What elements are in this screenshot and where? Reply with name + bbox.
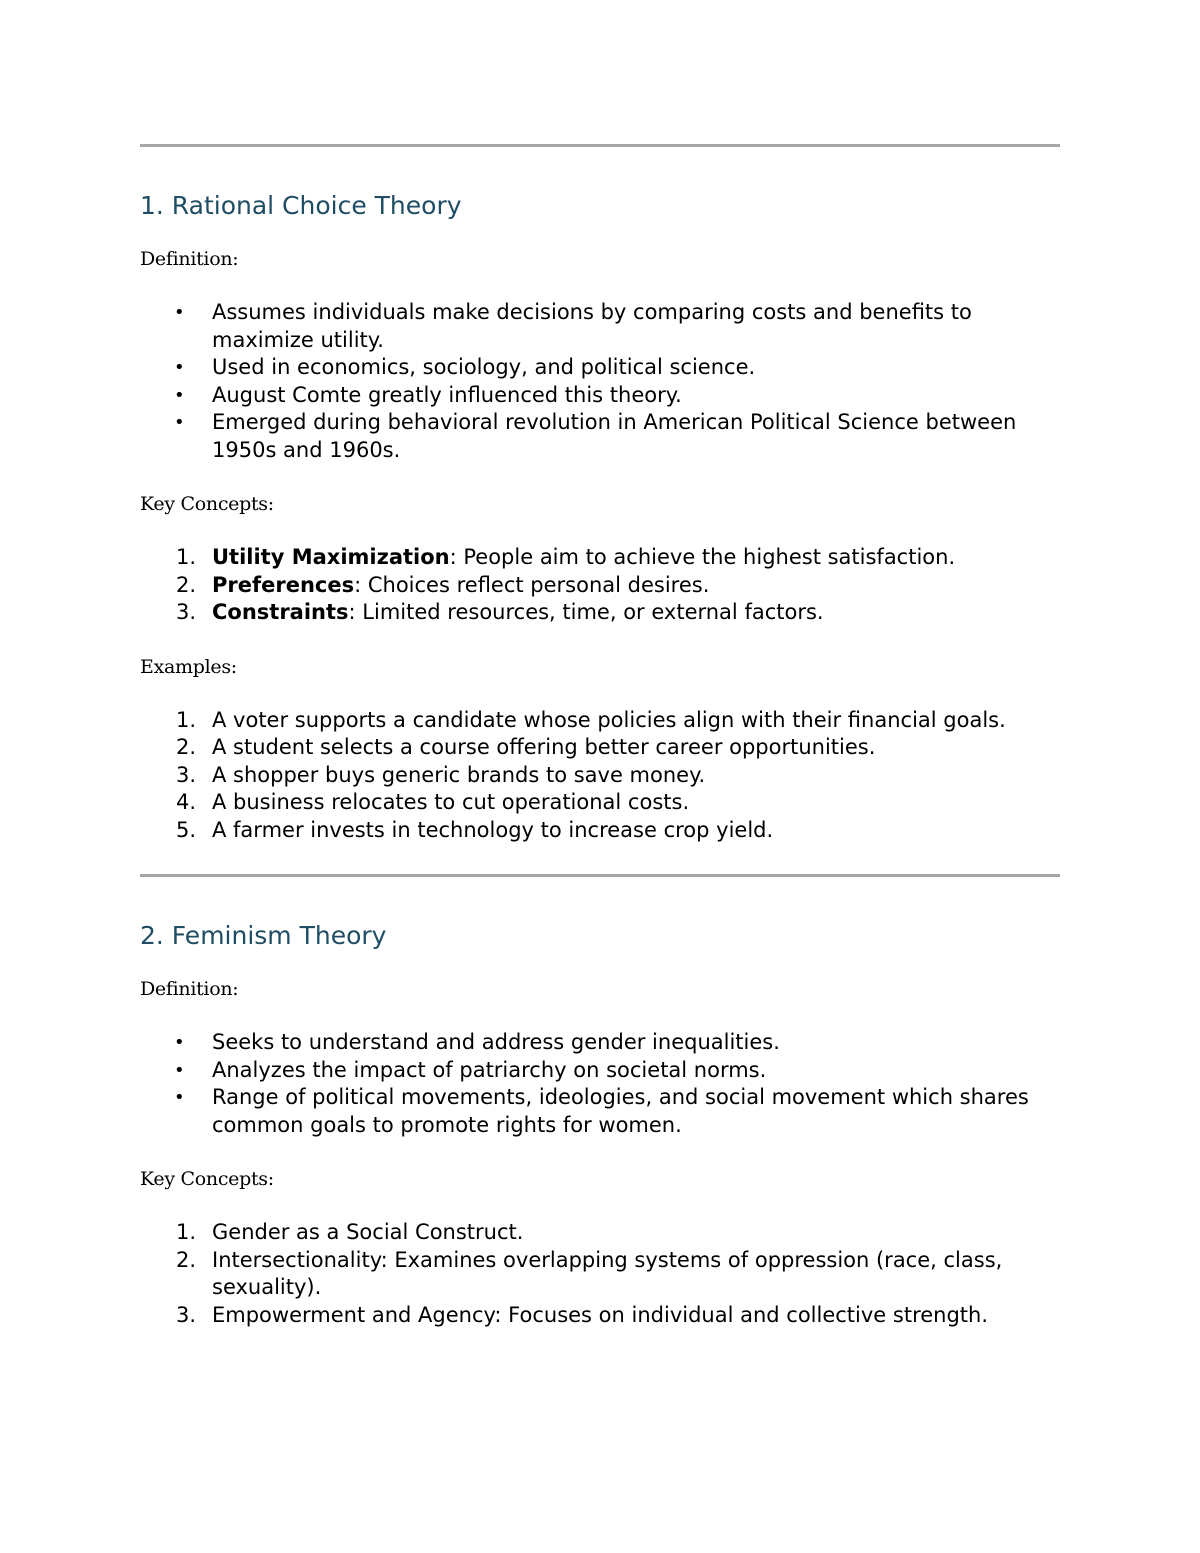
list-item: • Used in economics, sociology, and political science. xyxy=(212,354,1060,382)
list-item: • Range of political movements, ideologies, and social movement which shares common goals to promote rights for women. xyxy=(174,1085,1029,1137)
list-number: 1. xyxy=(176,545,197,569)
list-item: 2. A student selects a course offering better career opportunities. xyxy=(212,734,1060,762)
examples-list xyxy=(140,707,1060,845)
list-number: 3. xyxy=(176,1302,197,1327)
bullet-icon: • xyxy=(174,412,185,433)
key-concepts-list xyxy=(140,1219,1060,1329)
key-concepts-label: Key Concepts: xyxy=(140,493,274,515)
list-item: • August Comte greatly influenced this theory. xyxy=(212,382,1060,410)
bullet-icon: • xyxy=(174,1032,185,1053)
horizontal-rule xyxy=(140,874,1060,877)
list-number: 3. xyxy=(176,600,197,624)
list-item: 1. Utility Maximization: People aim to achieve the highest satisfaction. xyxy=(212,544,1060,572)
list-number: 3. xyxy=(176,762,197,787)
definition-list xyxy=(140,299,1060,464)
list-number: 2. xyxy=(176,1247,197,1272)
list-item: 1. A voter supports a candidate whose policies align with their financial goals. xyxy=(212,707,1060,735)
list-item: • Assumes individuals make decisions by comparing costs and benefits to maximize utility. xyxy=(174,300,972,352)
key-concepts-label: Key Concepts: xyxy=(140,1168,274,1190)
list-number: 2. xyxy=(176,572,197,597)
bullet-icon: • xyxy=(174,1087,185,1108)
list-item: 3. A shopper buys generic brands to save money. xyxy=(212,762,1060,790)
bullet-icon: • xyxy=(174,384,185,406)
list-item: • Seeks to understand and address gender inequalities. xyxy=(212,1029,1060,1057)
concept-term: Preferences xyxy=(212,572,355,597)
section-title: 1. Rational Choice Theory xyxy=(140,191,462,220)
list-item: 5. A farmer invests in technology to increase crop yield. xyxy=(212,817,1060,845)
definition-label: Definition: xyxy=(140,248,239,270)
bullet-icon: • xyxy=(174,302,185,323)
key-concepts-list xyxy=(140,544,1060,627)
list-item: 3. Constraints: Limited resources, time, or external factors. xyxy=(212,599,1060,627)
examples-label: Examples: xyxy=(140,655,237,678)
concept-term: Utility Maximization xyxy=(212,545,450,569)
definition-list xyxy=(140,1029,1060,1139)
list-item: 2. Preferences: Choices reflect personal desires. xyxy=(212,572,1060,600)
definition-label: Definition: xyxy=(140,978,239,1000)
list-item: 3. Empowerment and Agency: Focuses on individual and collective strength. xyxy=(212,1302,1060,1330)
list-number: 5. xyxy=(176,817,197,842)
list-item: 2. Intersectionality: Examines overlapping systems of oppression (race, class, sexuality). xyxy=(176,1247,1003,1299)
bullet-icon: • xyxy=(174,357,185,378)
list-item: 1. Gender as a Social Construct. xyxy=(212,1219,1060,1247)
section-rational-choice xyxy=(140,190,1060,844)
concept-term: Constraints xyxy=(212,600,349,624)
list-item: 4. A business relocates to cut operational costs. xyxy=(212,789,1060,817)
list-number: 4. xyxy=(176,790,197,814)
list-number: 1. xyxy=(176,1220,197,1244)
section-feminism xyxy=(140,920,1060,1329)
bullet-icon: • xyxy=(174,1059,185,1081)
section-title: 2. Feminism Theory xyxy=(140,921,387,950)
list-item: • Analyzes the impact of patriarchy on societal norms. xyxy=(212,1057,1060,1085)
document-page xyxy=(140,0,1060,1329)
list-item: • Emerged during behavioral revolution in American Political Science between 1950s and 1960s. xyxy=(174,410,1017,462)
list-number: 1. xyxy=(176,707,197,732)
list-number: 2. xyxy=(176,735,197,759)
horizontal-rule xyxy=(140,144,1060,147)
